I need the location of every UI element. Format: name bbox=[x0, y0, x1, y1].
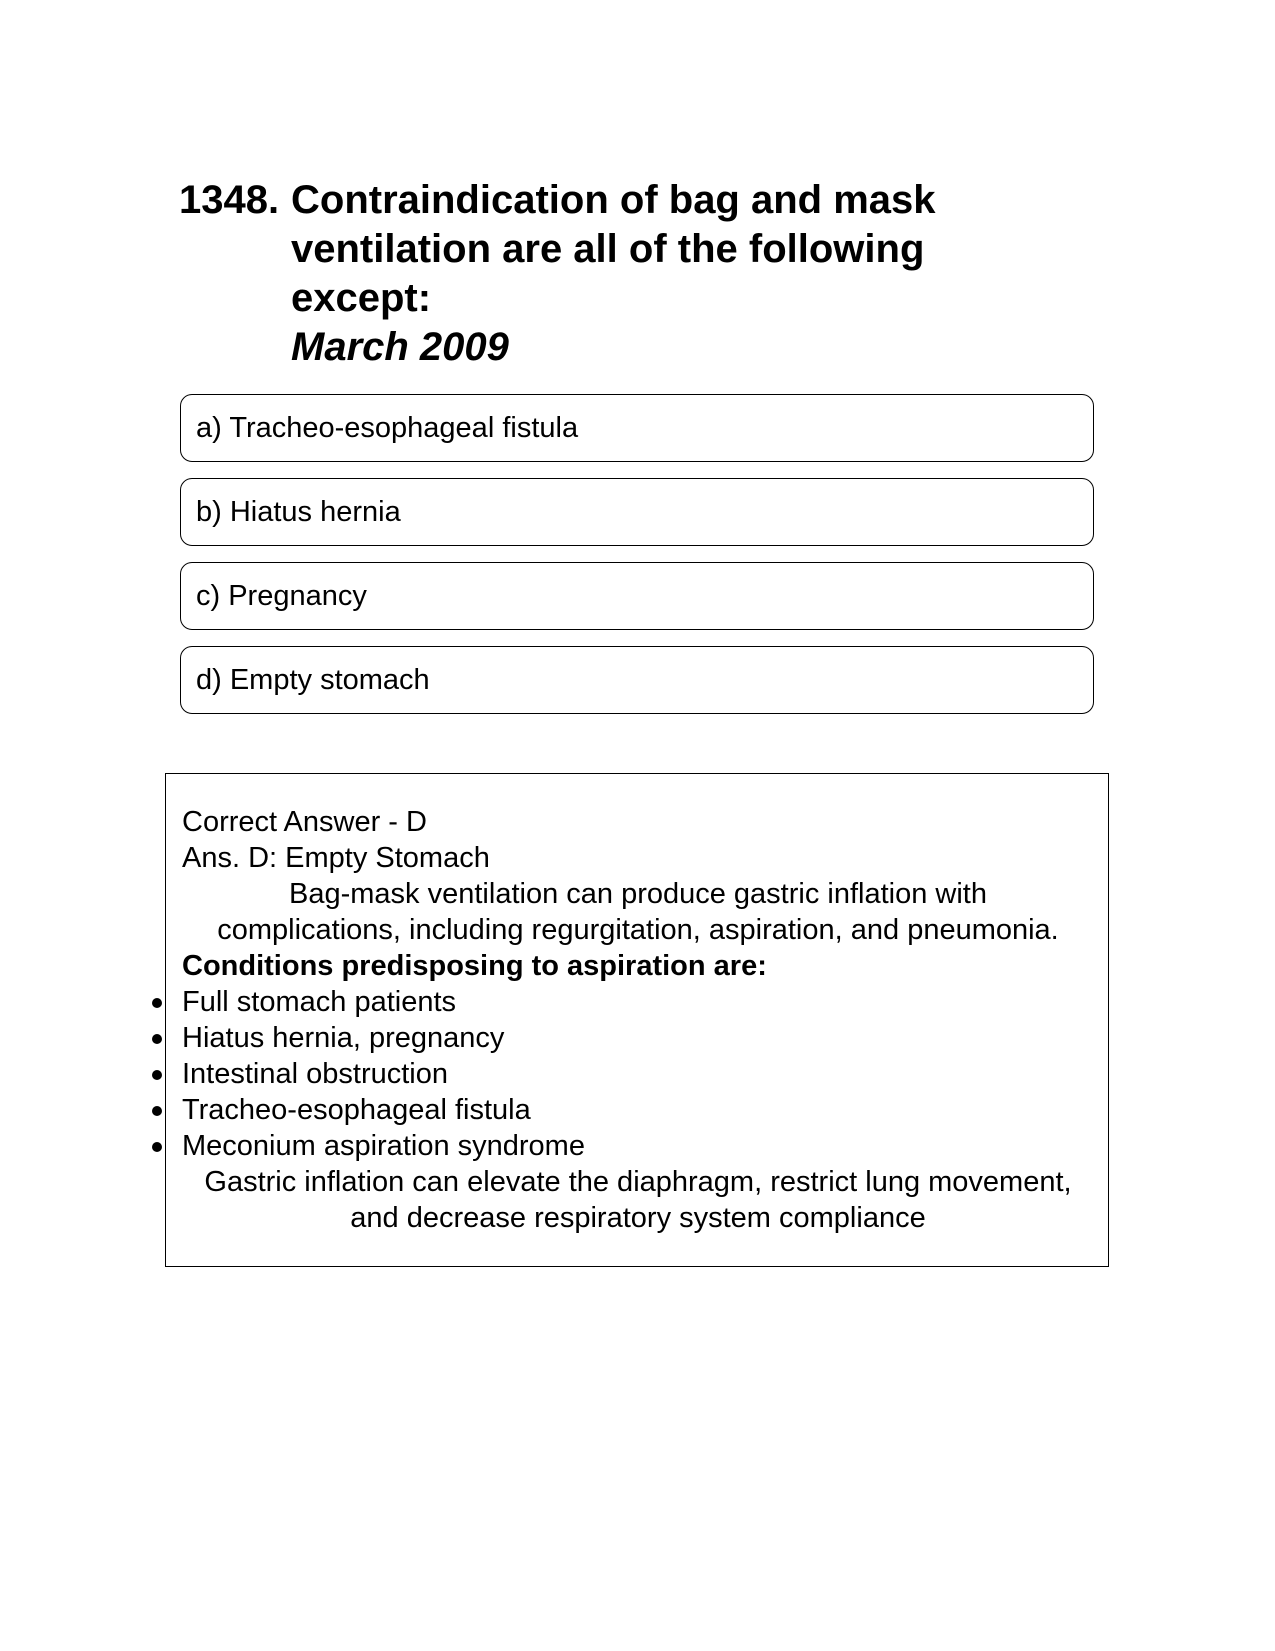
option-a-label: a) Tracheo-esophageal fistula bbox=[196, 411, 579, 444]
bullet-icon bbox=[152, 998, 162, 1008]
bullet-icon bbox=[152, 1034, 162, 1044]
condition-text: Meconium aspiration syndrome bbox=[182, 1130, 585, 1162]
condition-text: Tracheo-esophageal fistula bbox=[182, 1094, 531, 1126]
bullet-icon bbox=[152, 1142, 162, 1152]
option-d[interactable] bbox=[180, 646, 1094, 714]
condition-item bbox=[182, 1128, 1094, 1164]
bullet-icon bbox=[152, 1070, 162, 1080]
option-d-label: d) Empty stomach bbox=[196, 663, 430, 696]
condition-item bbox=[182, 1092, 1094, 1128]
option-b-label: b) Hiatus hernia bbox=[196, 495, 401, 528]
conditions-heading: Conditions predisposing to aspiration are: bbox=[182, 950, 767, 982]
question-block bbox=[179, 176, 1039, 372]
question-number: 1348. bbox=[179, 178, 280, 222]
options-list bbox=[180, 394, 1094, 730]
question-text-block bbox=[291, 176, 1039, 372]
conditions-list bbox=[182, 984, 1094, 1164]
condition-text: Full stomach patients bbox=[182, 986, 457, 1018]
condition-item bbox=[182, 984, 1094, 1020]
option-c-label: c) Pregnancy bbox=[196, 579, 367, 612]
explanation-line-2: complications, including regurgitation, aspiration, and pneumonia. bbox=[217, 914, 1059, 946]
condition-item bbox=[182, 1056, 1094, 1092]
bullet-icon bbox=[152, 1106, 162, 1116]
question-date: March 2009 bbox=[291, 325, 509, 369]
answer-content bbox=[182, 804, 1094, 1236]
correct-answer: Correct Answer - D bbox=[182, 806, 427, 838]
question-text: Contraindication of bag and mask ventilation are all of the following except: bbox=[291, 178, 936, 320]
answer-box bbox=[165, 773, 1109, 1267]
closing-line-2: and decrease respiratory system compliance bbox=[350, 1202, 926, 1234]
closing-line-1: Gastric inflation can elevate the diaphragm, restrict lung movement, bbox=[204, 1166, 1072, 1198]
condition-text: Intestinal obstruction bbox=[182, 1058, 448, 1090]
option-b[interactable] bbox=[180, 478, 1094, 546]
condition-item bbox=[182, 1020, 1094, 1056]
option-c[interactable] bbox=[180, 562, 1094, 630]
answer-line: Ans. D: Empty Stomach bbox=[182, 842, 490, 874]
explanation-line-1: Bag-mask ventilation can produce gastric inflation with bbox=[289, 878, 987, 910]
condition-text: Hiatus hernia, pregnancy bbox=[182, 1022, 505, 1054]
option-a[interactable] bbox=[180, 394, 1094, 462]
